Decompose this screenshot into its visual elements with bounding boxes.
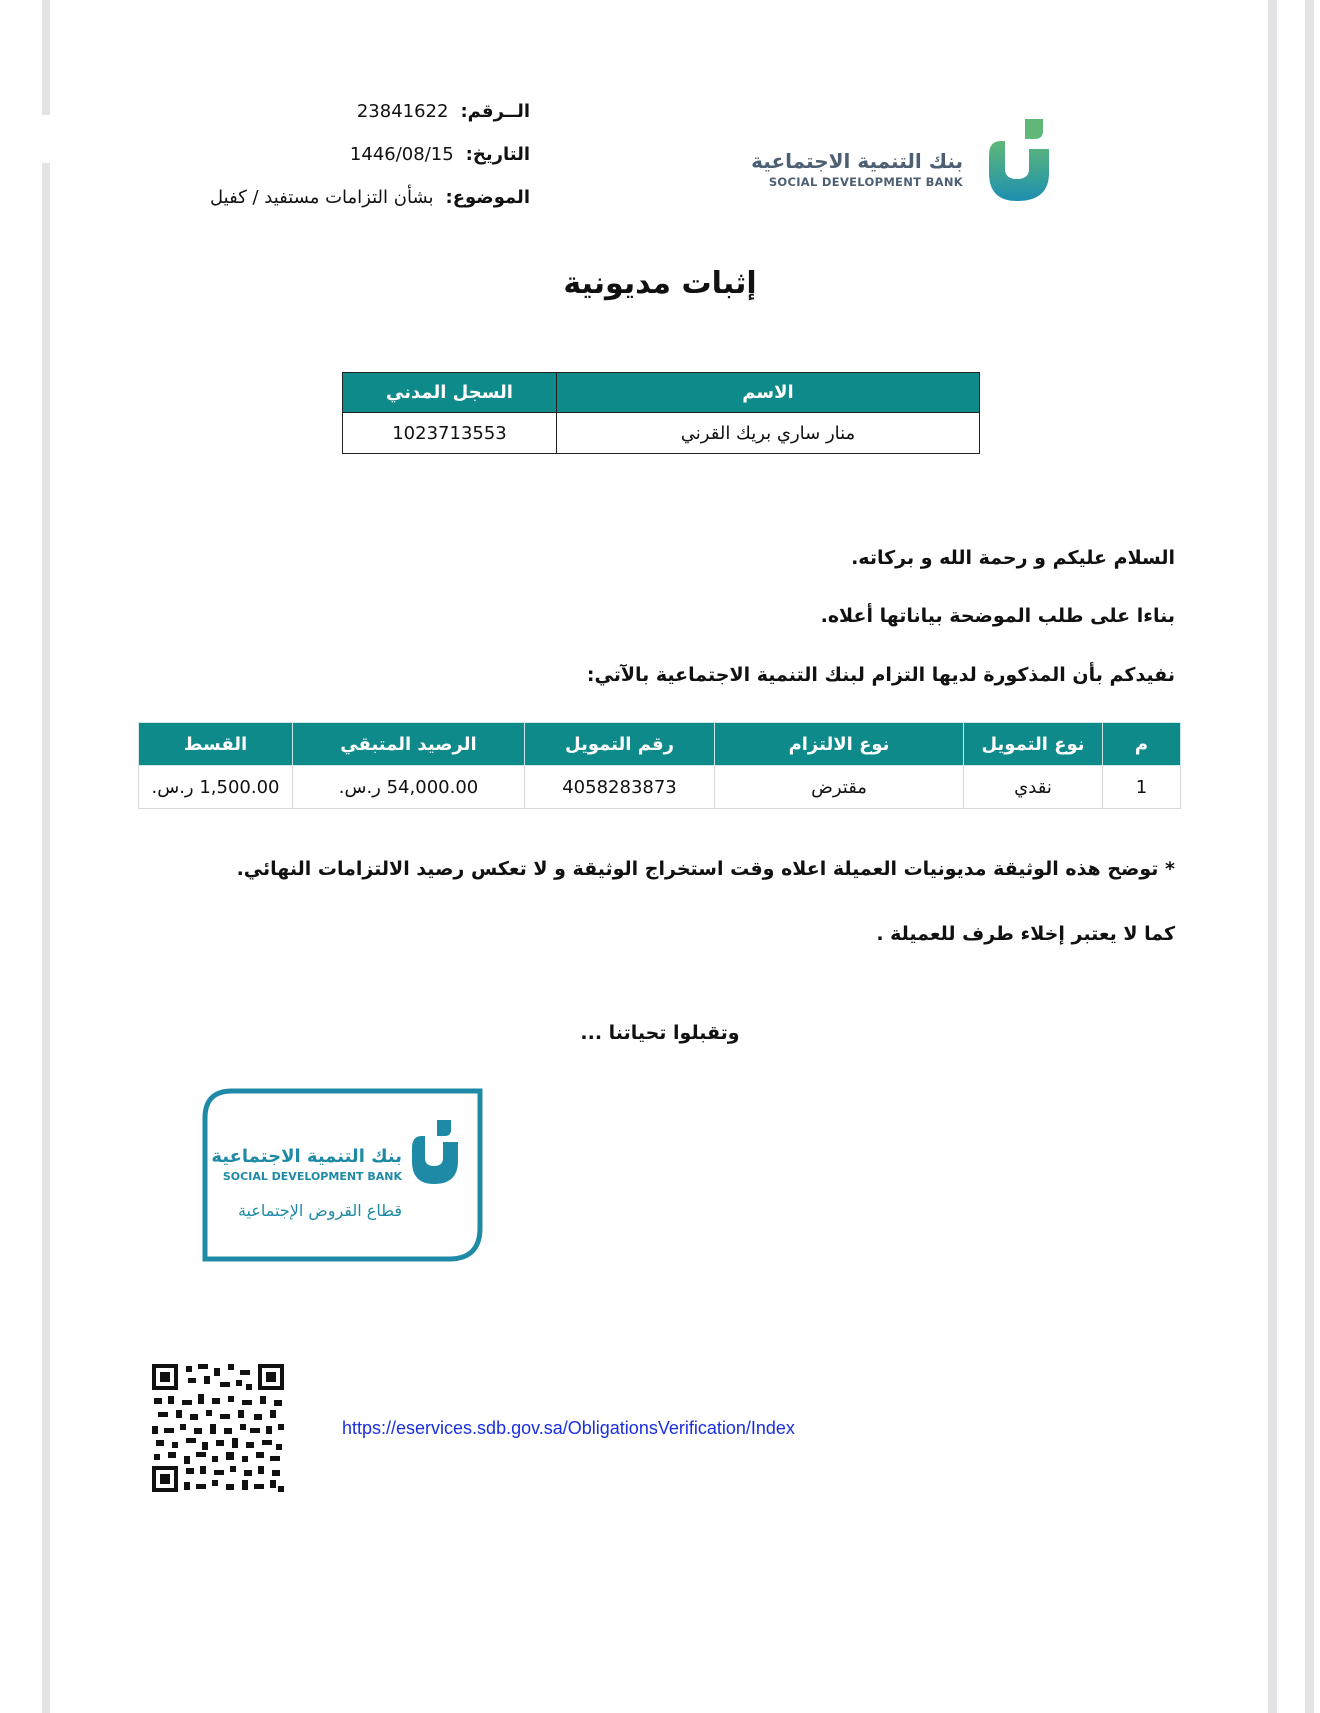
greeting-text: السلام عليكم و رحمة الله و بركاته.: [851, 547, 1175, 569]
stamp-department-text: قطاع القروض الإجتماعية: [237, 1201, 402, 1220]
customer-name: منار ساري بريك القرني: [557, 413, 980, 454]
meta-date-value: 1446/08/15: [349, 144, 454, 165]
viewer-scrollbar[interactable]: [1305, 0, 1314, 1713]
header-remaining-balance: الرصيد المتبقي: [293, 723, 525, 766]
meta-subject-value: بشأن التزامات مستفيد / كفيل: [210, 187, 434, 208]
header-obligation-type: نوع الالتزام: [715, 723, 964, 766]
viewer-left-gap: [42, 115, 50, 163]
header-civil-id: السجل المدني: [343, 373, 557, 413]
customer-civil-id: 1023713553: [343, 413, 557, 454]
customer-table: [342, 372, 980, 454]
meta-date-row: [150, 133, 530, 176]
bank-logo-icon: [985, 115, 1055, 205]
row-obligation-type: مقترض: [715, 766, 964, 809]
logo-english-text: SOCIAL DEVELOPMENT BANK: [768, 175, 963, 189]
header-financing-type: نوع التمويل: [964, 723, 1103, 766]
document-meta: [150, 90, 530, 219]
clearance-note-text: كما لا يعتبر إخلاء طرف للعميلة .: [876, 923, 1175, 945]
row-financing-number: 4058283873: [525, 766, 715, 809]
note-text: * توضح هذه الوثيقة مديونيات العميلة اعلاه وقت استخراج الوثيقة و لا تعكس رصيد الالتزامات النهائي.: [236, 858, 1175, 880]
header-name: الاسم: [557, 373, 980, 413]
meta-subject-row: [150, 176, 530, 219]
verification-link[interactable]: https://eservices.sdb.gov.sa/ObligationsVerification/Index: [342, 1418, 795, 1438]
obligations-table: [138, 722, 1181, 809]
row-remaining-balance: 54,000.00 ر.س.: [293, 766, 525, 809]
stamp-english-text: SOCIAL DEVELOPMENT BANK: [222, 1170, 402, 1183]
bank-stamp: [202, 1088, 484, 1262]
row-financing-type: نقدي: [964, 766, 1103, 809]
stamp-arabic-text: بنك التنمية الاجتماعية: [211, 1146, 402, 1167]
inform-text: نفيدكم بأن المذكورة لديها التزام لبنك التنمية الاجتماعية بالآتي:: [586, 664, 1175, 686]
meta-subject-label: الموضوع:: [445, 187, 530, 208]
closing-text: وتقبلوا تحياتنا ...: [580, 1022, 740, 1044]
meta-number-label: الــرقم:: [460, 101, 530, 122]
header-index: م: [1103, 723, 1181, 766]
qr-code-icon[interactable]: [150, 1362, 286, 1494]
header-installment: القسط: [139, 723, 293, 766]
row-installment: 1,500.00 ر.س.: [139, 766, 293, 809]
header-financing-number: رقم التمويل: [525, 723, 715, 766]
table-row: [343, 413, 980, 454]
row-index: 1: [1103, 766, 1181, 809]
meta-date-label: التاريخ:: [465, 144, 530, 165]
request-text: بناءا على طلب الموضحة بياناتها أعلاه.: [820, 605, 1175, 627]
meta-number-value: 23841622: [356, 101, 449, 122]
meta-number-row: [150, 90, 530, 133]
document-title: إثبات مديونية: [563, 266, 757, 301]
viewer-left-edge: [42, 0, 50, 1713]
bank-logo: [751, 115, 1055, 205]
logo-arabic-text: بنك التنمية الاجتماعية: [751, 149, 963, 173]
table-row: [139, 766, 1181, 809]
viewer-right-edge: [1268, 0, 1277, 1713]
